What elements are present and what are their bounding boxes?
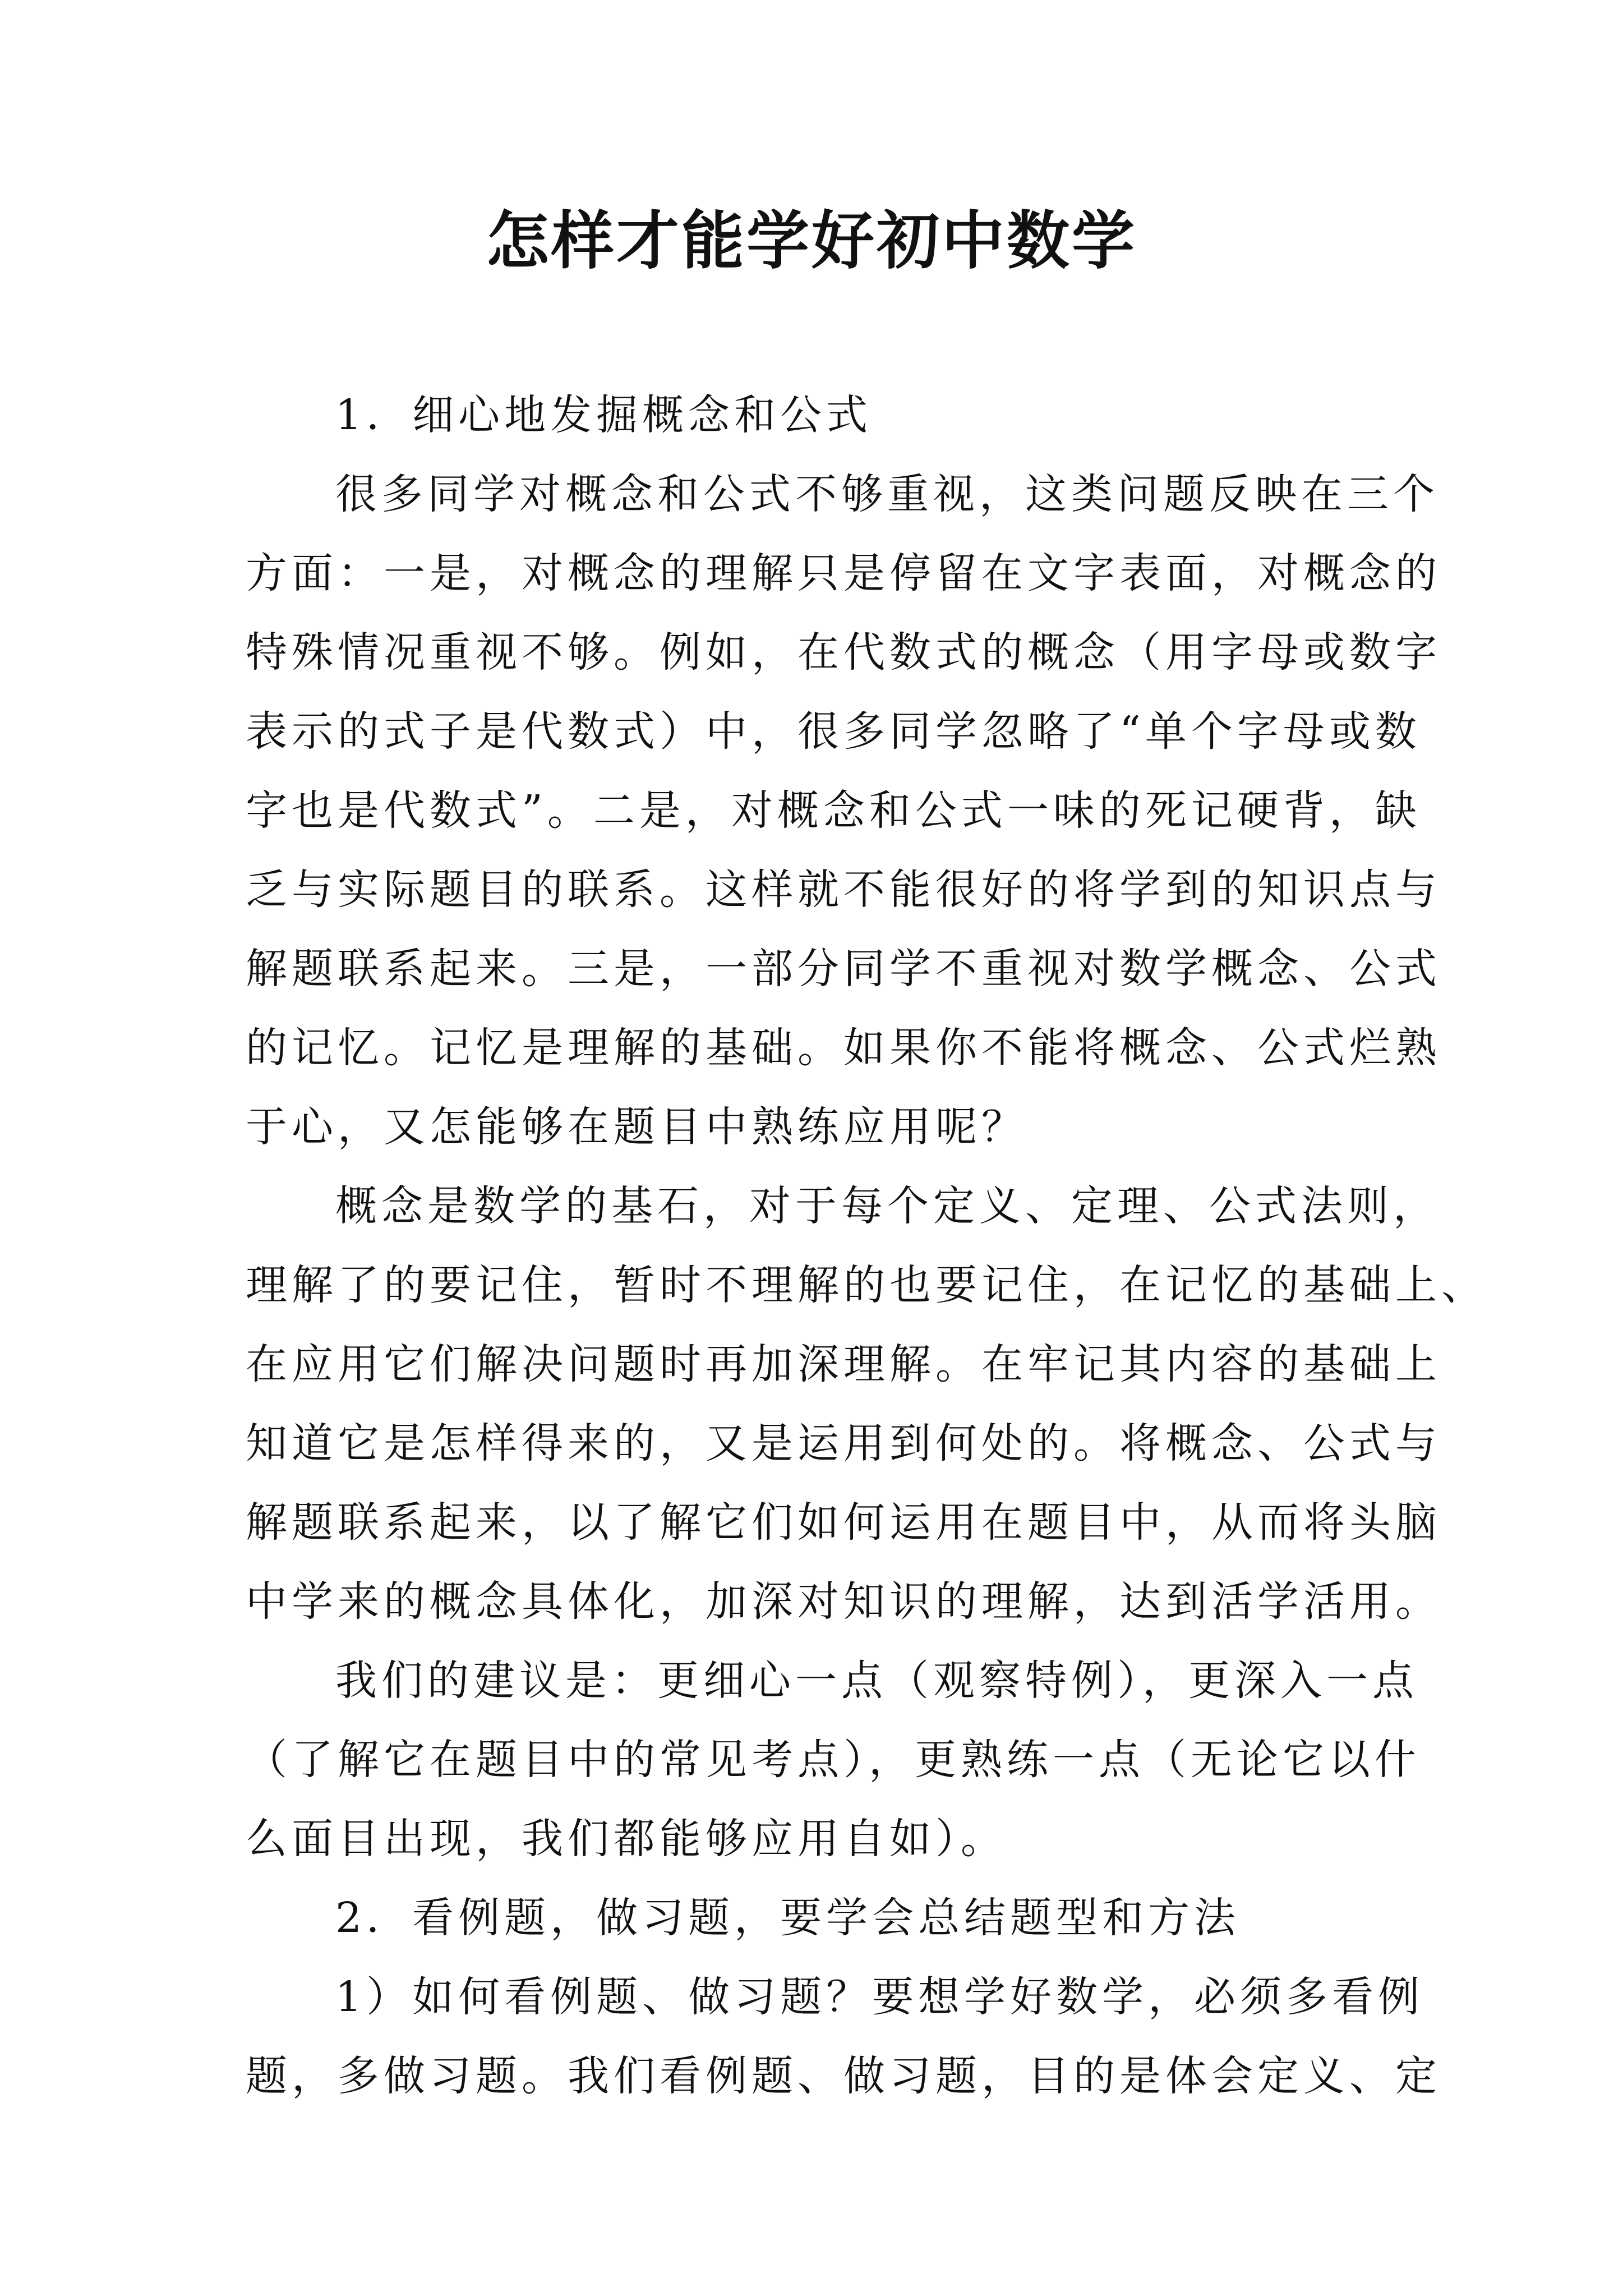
paragraph-line: 概念是数学的基石，对于每个定义、定理、公式法则，	[335, 1182, 1439, 1230]
paragraph-line: 在应用它们解决问题时再加深理解。在牢记其内容的基础上	[246, 1340, 1441, 1388]
document-title: 怎样才能学好初中数学	[486, 204, 1137, 278]
paragraph-line: 我们的建议是：更细心一点（观察特例），更深入一点	[335, 1657, 1418, 1705]
paragraph-line: 字也是代数式”。二是，对概念和公式一味的死记硬背，缺	[246, 786, 1421, 835]
paragraph-line: 解题联系起来。三是，一部分同学不重视对数学概念、公式	[246, 945, 1441, 993]
paragraph-line: 理解了的要记住，暂时不理解的也要记住，在记忆的基础上、	[246, 1261, 1487, 1309]
document-body	[246, 376, 1487, 2116]
paragraph-line: 表示的式子是代数式）中，很多同学忽略了“单个字母或数	[246, 707, 1421, 756]
paragraph-line: 1）如何看例题、做习题？要想学好数学，必须多看例	[335, 1973, 1424, 2021]
paragraph-line: 解题联系起来，以了解它们如何运用在题目中，从而将头脑	[246, 1498, 1441, 1547]
section-heading-2: 2．看例题，做习题，要学会总结题型和方法	[335, 1894, 1241, 1942]
paragraph-line: 很多同学对概念和公式不够重视，这类问题反映在三个	[335, 470, 1439, 518]
paragraph-line: 特殊情况重视不够。例如，在代数式的概念（用字母或数字	[246, 628, 1441, 677]
paragraph-line: 的记忆。记忆是理解的基础。如果你不能将概念、公式烂熟	[246, 1024, 1441, 1072]
paragraph-line: 么面目出现，我们都能够应用自如）。	[246, 1815, 1007, 1863]
section-heading-1: 1．细心地发掘概念和公式	[335, 391, 873, 439]
paragraph-line: 于心，又怎能够在题目中熟练应用呢？	[246, 1103, 1027, 1151]
paragraph-line: （了解它在题目中的常见考点），更熟练一点（无论它以什	[246, 1736, 1421, 1784]
paragraph-line: 中学来的概念具体化，加深对知识的理解，达到活学活用。	[246, 1577, 1441, 1626]
paragraph-line: 方面：一是，对概念的理解只是停留在文字表面，对概念的	[246, 549, 1441, 597]
paragraph-line: 知道它是怎样得来的，又是运用到何处的。将概念、公式与	[246, 1419, 1441, 1467]
paragraph-line: 乏与实际题目的联系。这样就不能很好的将学到的知识点与	[246, 866, 1441, 914]
paragraph-line: 题，多做习题。我们看例题、做习题，目的是体会定义、定	[246, 2052, 1441, 2100]
